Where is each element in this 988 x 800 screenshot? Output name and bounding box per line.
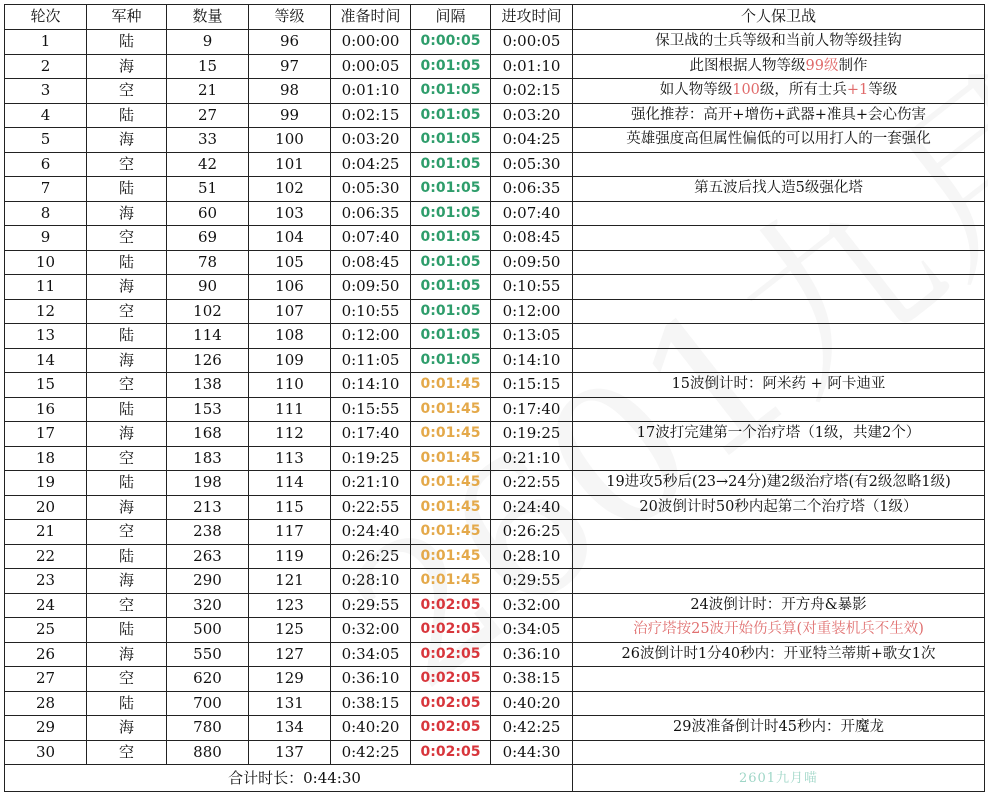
interval-cell: 0:01:05 (411, 103, 491, 128)
count-cell: 69 (167, 226, 249, 251)
count-cell: 880 (167, 740, 249, 765)
table-row (5, 520, 985, 545)
prep-time-cell: 0:28:10 (331, 569, 411, 594)
prep-time-cell: 0:29:55 (331, 593, 411, 618)
count-cell: 263 (167, 544, 249, 569)
table-row (5, 201, 985, 226)
attack-time-cell: 0:32:00 (491, 593, 573, 618)
count-cell: 320 (167, 593, 249, 618)
round-cell: 26 (5, 642, 87, 667)
signature: 2601九月喵 (738, 771, 819, 786)
unit-cell: 海 (87, 495, 167, 520)
count-cell: 42 (167, 152, 249, 177)
unit-cell: 陆 (87, 544, 167, 569)
table-row (5, 226, 985, 251)
prep-time-cell: 0:40:20 (331, 716, 411, 741)
table-row (5, 177, 985, 202)
note-cell (573, 201, 985, 226)
prep-time-cell: 0:11:05 (331, 348, 411, 373)
round-cell: 17 (5, 422, 87, 447)
prep-time-cell: 0:24:40 (331, 520, 411, 545)
note-cell (573, 250, 985, 275)
count-cell: 238 (167, 520, 249, 545)
interval-cell: 0:01:05 (411, 177, 491, 202)
interval-cell: 0:02:05 (411, 618, 491, 643)
count-cell: 620 (167, 667, 249, 692)
round-cell: 8 (5, 201, 87, 226)
prep-time-cell: 0:05:30 (331, 177, 411, 202)
interval-cell: 0:01:05 (411, 299, 491, 324)
round-cell: 22 (5, 544, 87, 569)
level-cell: 110 (249, 373, 331, 398)
table-row (5, 740, 985, 765)
prep-time-cell: 0:15:55 (331, 397, 411, 422)
table-row (5, 348, 985, 373)
attack-time-cell: 0:05:30 (491, 152, 573, 177)
prep-time-cell: 0:12:00 (331, 324, 411, 349)
level-cell: 123 (249, 593, 331, 618)
attack-time-cell: 0:44:30 (491, 740, 573, 765)
interval-cell: 0:01:05 (411, 250, 491, 275)
level-cell: 101 (249, 152, 331, 177)
table-row (5, 422, 985, 447)
note-cell (573, 299, 985, 324)
count-cell: 168 (167, 422, 249, 447)
interval-cell: 0:01:45 (411, 569, 491, 594)
note-highlight: 100 (732, 82, 760, 98)
attack-time-cell: 0:08:45 (491, 226, 573, 251)
prep-time-cell: 0:19:25 (331, 446, 411, 471)
level-cell: 109 (249, 348, 331, 373)
level-cell: 103 (249, 201, 331, 226)
round-cell: 10 (5, 250, 87, 275)
count-cell: 126 (167, 348, 249, 373)
table-row (5, 471, 985, 496)
note-text: 此图根据人物等级 (689, 57, 806, 74)
interval-cell: 0:02:05 (411, 642, 491, 667)
note-cell (573, 691, 985, 716)
unit-cell: 海 (87, 642, 167, 667)
table-row (5, 152, 985, 177)
interval-cell: 0:02:05 (411, 740, 491, 765)
round-cell: 7 (5, 177, 87, 202)
unit-cell: 空 (87, 152, 167, 177)
count-cell: 15 (167, 54, 249, 79)
note-cell (573, 544, 985, 569)
round-cell: 27 (5, 667, 87, 692)
interval-cell: 0:00:05 (411, 30, 491, 55)
attack-time-cell: 0:09:50 (491, 250, 573, 275)
attack-time-cell: 0:21:10 (491, 446, 573, 471)
round-cell: 6 (5, 152, 87, 177)
interval-cell: 0:01:05 (411, 152, 491, 177)
round-cell: 9 (5, 226, 87, 251)
count-cell: 700 (167, 691, 249, 716)
note-cell (573, 54, 985, 79)
interval-cell: 0:01:05 (411, 201, 491, 226)
unit-cell: 海 (87, 348, 167, 373)
round-cell: 4 (5, 103, 87, 128)
unit-cell: 空 (87, 740, 167, 765)
note-cell (573, 520, 985, 545)
level-cell: 102 (249, 177, 331, 202)
round-cell: 30 (5, 740, 87, 765)
level-cell: 96 (249, 30, 331, 55)
unit-cell: 陆 (87, 618, 167, 643)
attack-time-cell: 0:03:20 (491, 103, 573, 128)
note-cell (573, 275, 985, 300)
table-row (5, 250, 985, 275)
note-cell (573, 569, 985, 594)
prep-time-cell: 0:17:40 (331, 422, 411, 447)
note-cell: 19进攻5秒后(23→24分)建2级治疗塔(有2级忽略1级) (573, 471, 985, 496)
note-cell: 保卫战的士兵等级和当前人物等级挂钩 (573, 30, 985, 55)
note-cell (573, 667, 985, 692)
gap-header: 间隔 (411, 5, 491, 30)
round-cell: 12 (5, 299, 87, 324)
count-cell: 198 (167, 471, 249, 496)
interval-cell: 0:01:45 (411, 520, 491, 545)
note-text: 等级 (868, 82, 898, 98)
unit-cell: 海 (87, 201, 167, 226)
interval-cell: 0:02:05 (411, 691, 491, 716)
level-cell: 113 (249, 446, 331, 471)
schedule-table (4, 4, 985, 792)
count-cell: 550 (167, 642, 249, 667)
attack-time-cell: 0:34:05 (491, 618, 573, 643)
attack-time-cell: 0:24:40 (491, 495, 573, 520)
note-cell (573, 324, 985, 349)
attack-time-cell: 0:28:10 (491, 544, 573, 569)
prep-time-cell: 0:10:55 (331, 299, 411, 324)
round-cell: 11 (5, 275, 87, 300)
unit-cell: 空 (87, 667, 167, 692)
round-cell: 2 (5, 54, 87, 79)
attack-time-cell: 0:12:00 (491, 299, 573, 324)
unit-cell: 陆 (87, 397, 167, 422)
unit-cell: 空 (87, 520, 167, 545)
count-cell: 9 (167, 30, 249, 55)
level-cell: 112 (249, 422, 331, 447)
note-cell: 英雄强度高但属性偏低的可以用打人的一套强化 (573, 128, 985, 153)
round-cell: 5 (5, 128, 87, 153)
table-row (5, 544, 985, 569)
table-row (5, 128, 985, 153)
table-row (5, 446, 985, 471)
attack-time-cell: 0:40:20 (491, 691, 573, 716)
table-row (5, 30, 985, 55)
attack-header: 进攻时间 (491, 5, 573, 30)
level-header: 等级 (249, 5, 331, 30)
level-cell: 106 (249, 275, 331, 300)
prep-time-cell: 0:26:25 (331, 544, 411, 569)
note-text: 级，所有士兵 (759, 82, 847, 98)
prep-time-cell: 0:14:10 (331, 373, 411, 398)
round-cell: 1 (5, 30, 87, 55)
interval-cell: 0:01:05 (411, 79, 491, 104)
table-row (5, 667, 985, 692)
attack-time-cell: 0:10:55 (491, 275, 573, 300)
signature-cell (573, 765, 985, 792)
prep-time-cell: 0:32:00 (331, 618, 411, 643)
table-row (5, 79, 985, 104)
defense-schedule-sheet (4, 4, 984, 792)
round-cell: 23 (5, 569, 87, 594)
interval-cell: 0:01:45 (411, 446, 491, 471)
level-cell: 99 (249, 103, 331, 128)
note-text: 如人物等级 (659, 82, 733, 98)
round-cell: 28 (5, 691, 87, 716)
total-duration-value: 0:44:30 (303, 768, 361, 787)
attack-time-cell: 0:02:15 (491, 79, 573, 104)
unit-cell: 陆 (87, 250, 167, 275)
unit-cell: 陆 (87, 471, 167, 496)
round-cell: 3 (5, 79, 87, 104)
prep-time-cell: 0:22:55 (331, 495, 411, 520)
count-header: 数量 (167, 5, 249, 30)
prep-time-cell: 0:36:10 (331, 667, 411, 692)
table-row (5, 397, 985, 422)
interval-cell: 0:01:45 (411, 422, 491, 447)
count-cell: 90 (167, 275, 249, 300)
round-cell: 24 (5, 593, 87, 618)
table-row (5, 691, 985, 716)
unit-cell: 海 (87, 716, 167, 741)
level-cell: 115 (249, 495, 331, 520)
note-cell (573, 79, 985, 104)
interval-cell: 0:01:45 (411, 544, 491, 569)
prep-time-cell: 0:02:15 (331, 103, 411, 128)
prep-time-cell: 0:09:50 (331, 275, 411, 300)
round-cell: 13 (5, 324, 87, 349)
attack-time-cell: 0:19:25 (491, 422, 573, 447)
note-cell: 20波倒计时50秒内起第二个治疗塔（1级） (573, 495, 985, 520)
round-cell: 14 (5, 348, 87, 373)
interval-cell: 0:01:05 (411, 54, 491, 79)
interval-cell: 0:02:05 (411, 716, 491, 741)
count-cell: 21 (167, 79, 249, 104)
round-cell: 29 (5, 716, 87, 741)
unit-cell: 空 (87, 446, 167, 471)
level-cell: 129 (249, 667, 331, 692)
attack-time-cell: 0:01:10 (491, 54, 573, 79)
interval-cell: 0:02:05 (411, 593, 491, 618)
attack-time-cell: 0:29:55 (491, 569, 573, 594)
unit-cell: 陆 (87, 103, 167, 128)
round-cell: 19 (5, 471, 87, 496)
attack-time-cell: 0:42:25 (491, 716, 573, 741)
prep-time-cell: 0:42:25 (331, 740, 411, 765)
table-row (5, 299, 985, 324)
level-cell: 137 (249, 740, 331, 765)
interval-cell: 0:01:45 (411, 397, 491, 422)
table-row (5, 593, 985, 618)
attack-time-cell: 0:00:05 (491, 30, 573, 55)
prep-time-cell: 0:03:20 (331, 128, 411, 153)
count-cell: 153 (167, 397, 249, 422)
table-row (5, 569, 985, 594)
level-cell: 117 (249, 520, 331, 545)
level-cell: 127 (249, 642, 331, 667)
count-cell: 51 (167, 177, 249, 202)
interval-cell: 0:01:05 (411, 128, 491, 153)
table-row (5, 618, 985, 643)
level-cell: 108 (249, 324, 331, 349)
note-cell (573, 348, 985, 373)
note-cell: 治疗塔按25波开始伤兵算(对重装机兵不生效) (573, 618, 985, 643)
count-cell: 102 (167, 299, 249, 324)
count-cell: 27 (167, 103, 249, 128)
note-cell: 第五波后找人造5级强化塔 (573, 177, 985, 202)
level-cell: 114 (249, 471, 331, 496)
unit-cell: 陆 (87, 324, 167, 349)
note-text: 制作 (838, 57, 868, 74)
level-cell: 107 (249, 299, 331, 324)
count-cell: 114 (167, 324, 249, 349)
note-highlight: +1 (846, 82, 869, 98)
note-cell (573, 397, 985, 422)
attack-time-cell: 0:04:25 (491, 128, 573, 153)
prep-time-cell: 0:38:15 (331, 691, 411, 716)
attack-time-cell: 0:14:10 (491, 348, 573, 373)
level-cell: 111 (249, 397, 331, 422)
interval-cell: 0:01:05 (411, 226, 491, 251)
table-row (5, 495, 985, 520)
footer-row (5, 765, 985, 792)
round-header: 轮次 (5, 5, 87, 30)
level-cell: 97 (249, 54, 331, 79)
interval-cell: 0:01:05 (411, 348, 491, 373)
table-row (5, 373, 985, 398)
level-cell: 134 (249, 716, 331, 741)
count-cell: 78 (167, 250, 249, 275)
attack-time-cell: 0:22:55 (491, 471, 573, 496)
interval-cell: 0:02:05 (411, 667, 491, 692)
note-cell (573, 152, 985, 177)
attack-time-cell: 0:13:05 (491, 324, 573, 349)
note-cell: 15波倒计时：阿米药 + 阿卡迪亚 (573, 373, 985, 398)
level-cell: 131 (249, 691, 331, 716)
note-cell: 29波准备倒计时45秒内：开魔龙 (573, 716, 985, 741)
prep-time-cell: 0:01:10 (331, 79, 411, 104)
attack-time-cell: 0:38:15 (491, 667, 573, 692)
attack-time-cell: 0:17:40 (491, 397, 573, 422)
round-cell: 25 (5, 618, 87, 643)
table-row (5, 103, 985, 128)
note-cell: 17波打完建第一个治疗塔（1级，共建2个） (573, 422, 985, 447)
note-cell: 26波倒计时1分40秒内：开亚特兰蒂斯+歌女1次 (573, 642, 985, 667)
level-cell: 98 (249, 79, 331, 104)
level-cell: 125 (249, 618, 331, 643)
interval-cell: 0:01:45 (411, 471, 491, 496)
unit-cell: 陆 (87, 30, 167, 55)
attack-time-cell: 0:26:25 (491, 520, 573, 545)
unit-cell: 海 (87, 569, 167, 594)
prep-time-cell: 0:07:40 (331, 226, 411, 251)
unit-cell: 空 (87, 593, 167, 618)
attack-time-cell: 0:36:10 (491, 642, 573, 667)
total-duration-cell (5, 765, 573, 792)
count-cell: 500 (167, 618, 249, 643)
unit-cell: 海 (87, 54, 167, 79)
unit-header: 军种 (87, 5, 167, 30)
round-cell: 16 (5, 397, 87, 422)
note-highlight: 99级 (805, 57, 839, 74)
attack-time-cell: 0:15:15 (491, 373, 573, 398)
prep-time-cell: 0:21:10 (331, 471, 411, 496)
table-row (5, 275, 985, 300)
count-cell: 33 (167, 128, 249, 153)
interval-cell: 0:01:05 (411, 275, 491, 300)
count-cell: 213 (167, 495, 249, 520)
prep-time-cell: 0:04:25 (331, 152, 411, 177)
note-header: 个人保卫战 (573, 5, 985, 30)
level-cell: 119 (249, 544, 331, 569)
note-cell: 强化推荐：高开+增伤+武器+准具+会心伤害 (573, 103, 985, 128)
level-cell: 121 (249, 569, 331, 594)
count-cell: 60 (167, 201, 249, 226)
prep-time-cell: 0:00:00 (331, 30, 411, 55)
round-cell: 20 (5, 495, 87, 520)
unit-cell: 空 (87, 299, 167, 324)
note-cell (573, 446, 985, 471)
round-cell: 15 (5, 373, 87, 398)
table-row (5, 54, 985, 79)
unit-cell: 海 (87, 128, 167, 153)
table-body (5, 30, 985, 765)
prep-header: 准备时间 (331, 5, 411, 30)
attack-time-cell: 0:06:35 (491, 177, 573, 202)
interval-cell: 0:01:45 (411, 495, 491, 520)
round-cell: 21 (5, 520, 87, 545)
unit-cell: 陆 (87, 691, 167, 716)
level-cell: 105 (249, 250, 331, 275)
level-cell: 100 (249, 128, 331, 153)
prep-time-cell: 0:06:35 (331, 201, 411, 226)
unit-cell: 空 (87, 373, 167, 398)
note-cell: 24波倒计时：开方舟&暴影 (573, 593, 985, 618)
unit-cell: 空 (87, 226, 167, 251)
round-cell: 18 (5, 446, 87, 471)
count-cell: 138 (167, 373, 249, 398)
note-cell (573, 740, 985, 765)
count-cell: 780 (167, 716, 249, 741)
level-cell: 104 (249, 226, 331, 251)
prep-time-cell: 0:00:05 (331, 54, 411, 79)
prep-time-cell: 0:34:05 (331, 642, 411, 667)
attack-time-cell: 0:07:40 (491, 201, 573, 226)
unit-cell: 海 (87, 422, 167, 447)
total-duration-label: 合计时长： (228, 768, 304, 787)
note-cell (573, 226, 985, 251)
prep-time-cell: 0:08:45 (331, 250, 411, 275)
unit-cell: 海 (87, 275, 167, 300)
count-cell: 290 (167, 569, 249, 594)
table-row (5, 642, 985, 667)
unit-cell: 空 (87, 79, 167, 104)
table-row (5, 324, 985, 349)
interval-cell: 0:01:45 (411, 373, 491, 398)
table-row (5, 716, 985, 741)
unit-cell: 陆 (87, 177, 167, 202)
header-row (5, 5, 985, 30)
count-cell: 183 (167, 446, 249, 471)
interval-cell: 0:01:05 (411, 324, 491, 349)
